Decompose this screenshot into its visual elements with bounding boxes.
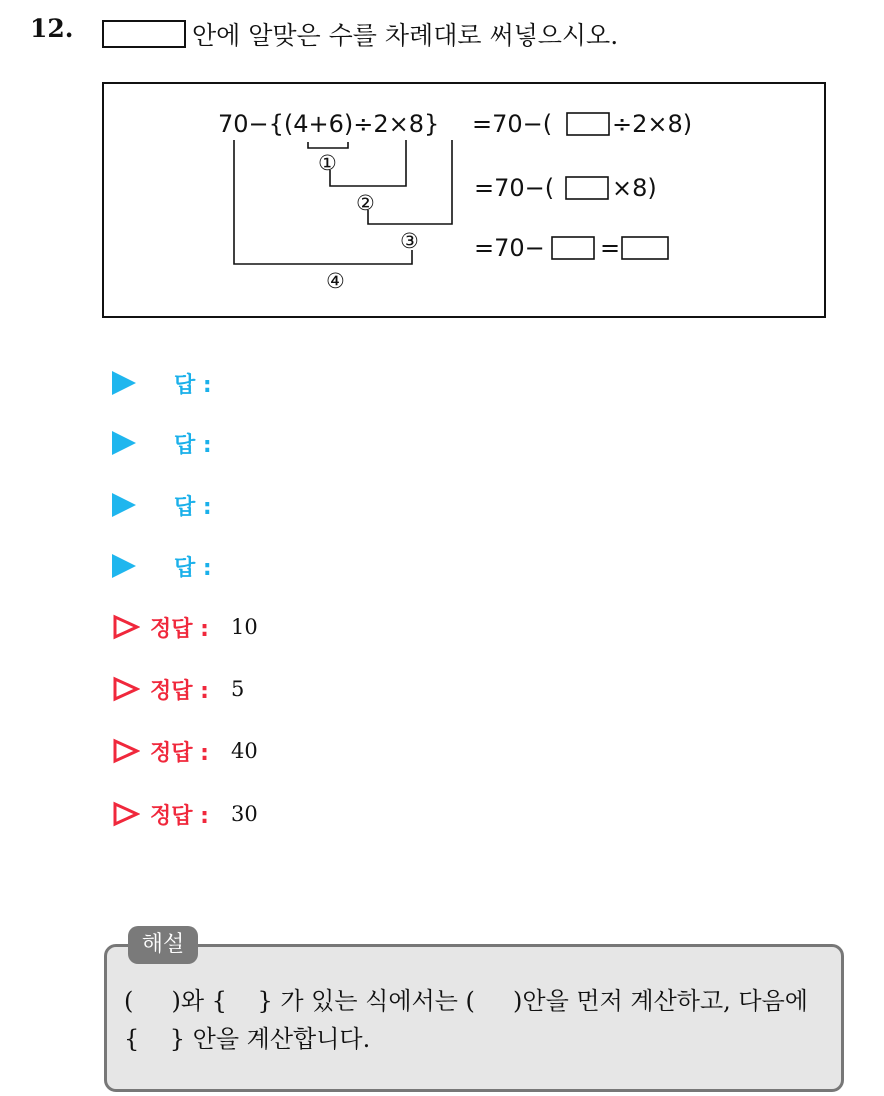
play-triangle-icon — [112, 554, 136, 578]
answer-blank-box — [102, 20, 186, 48]
question-number: 12. — [30, 14, 74, 43]
answer-label: 답 : — [174, 494, 212, 520]
correct-answer-row-3 — [112, 733, 258, 769]
correct-answer-value: 30 — [230, 802, 258, 826]
figure-box — [102, 82, 826, 318]
step2-blank — [566, 177, 608, 199]
bracket-2 — [330, 140, 406, 186]
play-triangle-icon — [112, 431, 136, 455]
answer-row-4 — [112, 548, 212, 584]
marker-4: ④ — [326, 269, 345, 293]
answer-row-3 — [112, 487, 212, 523]
step1-prefix: =70−( — [472, 110, 553, 138]
play-triangle-icon — [112, 493, 136, 517]
correct-answer-row-2 — [112, 671, 244, 707]
explanation-tag: 해설 — [128, 926, 198, 964]
explanation-line-2: { } 안을 계산합니다. — [124, 1025, 371, 1053]
calculation-diagram — [104, 84, 828, 320]
answer-row-1 — [112, 365, 212, 401]
outline-triangle-icon — [112, 614, 140, 640]
outline-triangle-icon — [112, 738, 140, 764]
correct-answer-row-4 — [112, 796, 258, 832]
correct-answer-label: 정답 : — [150, 616, 209, 642]
order-brackets — [234, 140, 452, 264]
correct-answer-label: 정답 : — [150, 803, 209, 829]
explanation-text — [124, 982, 834, 1058]
outline-triangle-icon — [112, 676, 140, 702]
play-triangle-icon — [112, 371, 136, 395]
explanation-line-1: ( )와 { } 가 있는 식에서는 ( )안을 먼저 계산하고, 다음에 — [124, 987, 808, 1015]
correct-answer-row-1 — [112, 609, 258, 645]
answer-label: 답 : — [174, 372, 212, 398]
correct-answer-value: 10 — [230, 615, 258, 639]
expression-text: 70−{(4+6)÷2×8} — [218, 110, 440, 138]
answer-label: 답 : — [174, 555, 212, 581]
step1-suffix: ÷2×8) — [612, 110, 693, 138]
marker-1: ① — [318, 151, 337, 175]
answer-label: 답 : — [174, 432, 212, 458]
step2-prefix: =70−( — [474, 174, 555, 202]
outline-triangle-icon — [112, 801, 140, 827]
step3-blank — [552, 237, 594, 259]
marker-2: ② — [356, 191, 375, 215]
marker-3: ③ — [400, 229, 419, 253]
bracket-3 — [368, 140, 452, 224]
step3-prefix: =70− — [474, 234, 545, 262]
question-instruction: 안에 알맞은 수를 차례대로 써넣으시오. — [192, 21, 619, 50]
correct-answer-value: 5 — [230, 677, 245, 701]
step1-blank — [567, 113, 609, 135]
step3-equals: = — [600, 234, 621, 262]
answer-row-2 — [112, 425, 212, 461]
step2-suffix: ×8) — [612, 174, 657, 202]
final-blank — [622, 237, 668, 259]
correct-answer-value: 40 — [230, 739, 258, 763]
correct-answer-label: 정답 : — [150, 678, 209, 704]
correct-answer-label: 정답 : — [150, 740, 209, 766]
bracket-1 — [308, 142, 348, 148]
